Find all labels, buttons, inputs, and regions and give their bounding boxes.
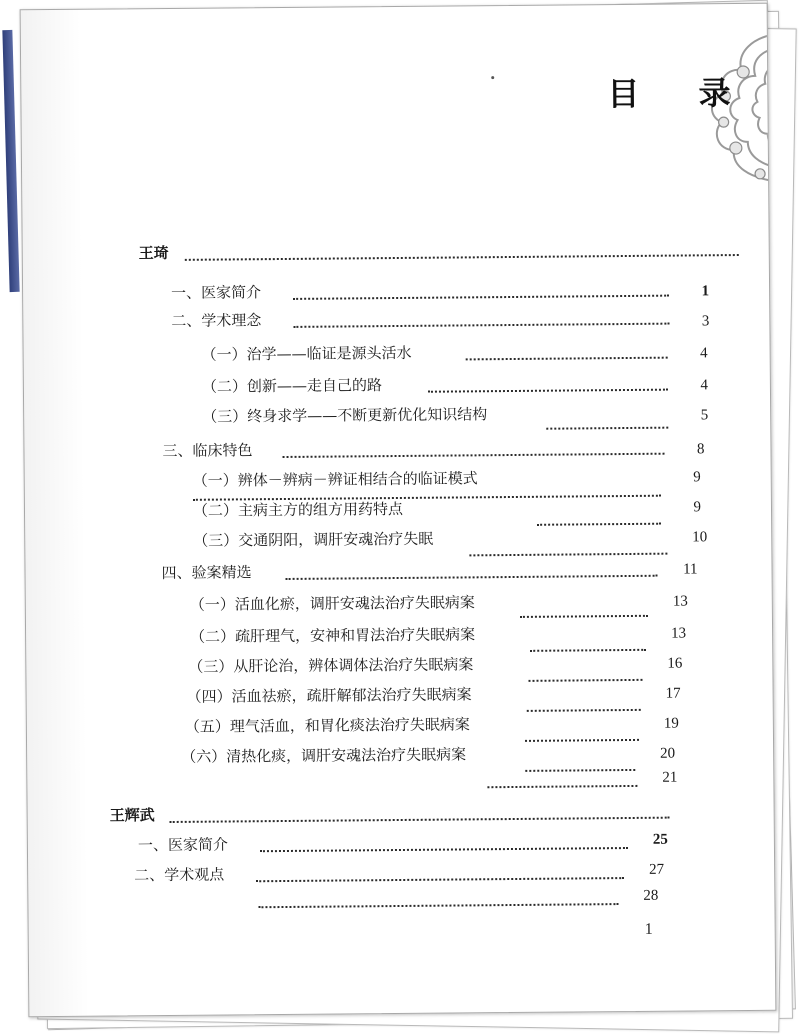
leader-dots	[428, 389, 668, 393]
toc-label: （一）辨体－辨病－辨证相结合的临证模式	[192, 469, 478, 490]
toc-entry[interactable]	[202, 396, 708, 426]
toc-page-number: 20	[660, 745, 676, 762]
leader-dots	[293, 295, 669, 300]
leader-dots	[170, 817, 670, 823]
toc-entry[interactable]	[185, 707, 679, 737]
toc-label: （三）从肝论治，辨体调体法治疗失眠病案	[188, 655, 474, 676]
toc-page-number: 16	[667, 655, 683, 672]
leader-dots	[260, 847, 628, 852]
leader-dots	[185, 254, 739, 261]
toc-label: 一、医家简介	[171, 283, 262, 302]
toc-page	[20, 3, 777, 1017]
toc-label: 三、临床特色	[162, 441, 253, 461]
toc-label: 王琦	[138, 243, 169, 263]
toc-label: （二）疏肝理气，安神和胃法治疗失眠病案	[190, 625, 476, 646]
toc-page-number: 9	[693, 499, 702, 516]
leader-dots	[546, 427, 668, 430]
leader-dots	[293, 323, 669, 328]
leader-dots	[487, 785, 637, 788]
toc-entry[interactable]	[258, 881, 658, 910]
toc-entry[interactable]	[201, 334, 707, 364]
toc-entry[interactable]	[162, 430, 704, 461]
toc-page-number: 28	[643, 887, 659, 904]
toc-label: 一、医家简介	[137, 835, 229, 855]
toc-label: （二）主病主方的组方用药特点	[192, 499, 404, 520]
toc-page-number: 21	[662, 769, 678, 786]
toc-page-number: 11	[683, 561, 698, 578]
toc-page-number: 13	[672, 593, 688, 610]
toc-page-number: 10	[692, 529, 708, 546]
toc-author-wang-qi[interactable]	[139, 232, 739, 263]
toc-entry[interactable]	[138, 825, 668, 856]
toc-entry[interactable]	[190, 616, 686, 646]
toc-page-number: 5	[700, 407, 709, 424]
page-gutter-shadow	[21, 10, 90, 1016]
toc-page-number: 9	[693, 469, 701, 486]
toc-label: （六）清热化痰，调肝安魂法治疗失眠病案	[181, 745, 467, 766]
toc-entry[interactable]	[171, 272, 709, 303]
toc-label: 王辉武	[109, 806, 155, 825]
toc-entry[interactable]	[161, 552, 697, 583]
toc-page-number: 1	[701, 283, 710, 300]
toc-label: 四、验案精选	[161, 563, 252, 583]
toc-page-number: 4	[700, 377, 708, 394]
leader-dots	[283, 453, 665, 458]
toc-label: （二）创新——走自己的路	[201, 376, 383, 396]
print-speck	[491, 76, 494, 79]
toc-label: 二、学术观点	[134, 865, 225, 885]
toc-entry[interactable]	[188, 647, 682, 677]
page-title: 目 录	[607, 73, 755, 114]
toc-page-number: 27	[649, 861, 665, 878]
leader-dots	[466, 357, 668, 361]
toc-label: （四）活血祛瘀，疏肝解郁法治疗失眠病案	[186, 685, 472, 706]
toc-page-number: 25	[652, 831, 668, 848]
book-spine-edge	[2, 30, 19, 292]
toc-label: （一）治学——临证是源头活水	[201, 343, 412, 364]
toc-page-number: 3	[701, 313, 710, 330]
leader-dots	[258, 903, 618, 908]
toc-page-number: 17	[665, 685, 681, 702]
toc-entry[interactable]	[202, 366, 708, 396]
toc-author-wang-huiwu[interactable]	[110, 795, 670, 826]
toc-entry[interactable]	[190, 584, 688, 614]
toc-label: （五）理气活血，和胃化痰法治疗失眠病案	[184, 715, 470, 736]
toc-page-number: 8	[696, 441, 705, 458]
toc-entry[interactable]	[193, 460, 701, 490]
toc-page-number: 19	[663, 715, 679, 732]
toc-entry[interactable]	[186, 677, 680, 707]
toc-label: 二、学术理念	[171, 311, 262, 330]
leader-dots	[286, 575, 658, 580]
toc-label: （一）活血化瘀，调肝安魂法治疗失眠病案	[189, 593, 475, 614]
toc-entry[interactable]	[171, 300, 709, 331]
toc-entry[interactable]	[193, 520, 707, 550]
toc-entry[interactable]	[487, 763, 677, 791]
toc-page-number: 4	[700, 345, 708, 362]
toc-entry[interactable]	[193, 490, 701, 520]
toc-page-number: 13	[671, 625, 687, 642]
toc-label: （三）终身求学——不断更新优化知识结构	[202, 405, 488, 426]
page-number: 1	[644, 920, 653, 938]
toc-label: （三）交通阴阳，调肝安魂治疗失眠	[193, 529, 434, 550]
